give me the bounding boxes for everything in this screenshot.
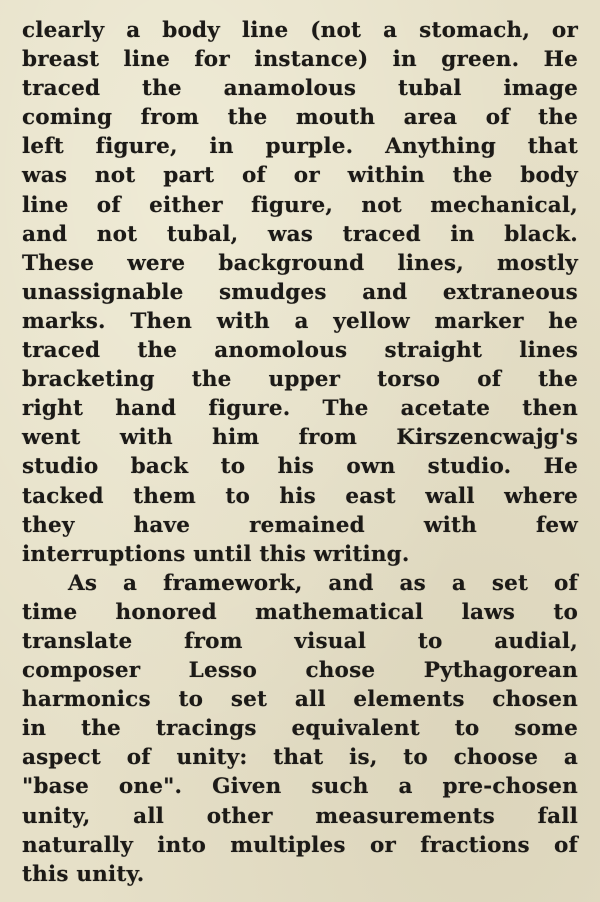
text-line: marks. Then with a yellow marker he <box>22 308 578 334</box>
text-line-last: interruptions until this writing. <box>22 541 410 567</box>
text-line: breast line for instance) in green. He <box>22 47 578 73</box>
text-line: naturally into multiples or fractions of <box>22 832 578 858</box>
text-line: and not tubal, was traced in black. <box>22 221 578 247</box>
paragraph-1 <box>22 16 578 569</box>
text-line: clearly a body line (not a stomach, or <box>22 18 578 43</box>
text-line: left figure, in purple. Anything that <box>22 134 578 160</box>
text-line: "base one". Given such a pre-chosen <box>22 774 578 800</box>
text-line: composer Lesso chose Pythagorean <box>22 658 578 684</box>
text-line-indented: As a framework, and as a set of <box>68 570 578 596</box>
text-line-last: this unity. <box>22 861 145 887</box>
article-column <box>22 16 578 889</box>
text-line: translate from visual to audial, <box>22 628 578 654</box>
text-line: went with him from Kirszencwajg's <box>22 425 578 451</box>
text-line: was not part of or within the body <box>22 163 578 189</box>
text-line: tacked them to his east wall where <box>22 483 578 509</box>
text-line: aspect of unity: that is, to choose a <box>22 745 578 771</box>
text-line: time honored mathematical laws to <box>22 599 578 625</box>
text-line: traced the anamolous tubal image <box>22 76 578 102</box>
text-line: in the tracings equivalent to some <box>22 716 578 742</box>
text-line: line of either figure, not mechanical, <box>22 192 578 218</box>
text-line: right hand figure. The acetate then <box>22 396 578 422</box>
text-line: traced the anomolous straight lines <box>22 338 578 364</box>
text-line: unity, all other measurements fall <box>22 803 578 829</box>
paragraph-2 <box>22 569 578 889</box>
text-line: unassignable smudges and extraneous <box>22 279 578 305</box>
text-line: studio back to his own studio. He <box>22 454 578 480</box>
text-line: they have remained with few <box>22 512 578 538</box>
text-line: These were background lines, mostly <box>22 250 578 276</box>
text-line: coming from the mouth area of the <box>22 105 578 131</box>
text-line: bracketing the upper torso of the <box>22 367 578 393</box>
text-line: harmonics to set all elements chosen <box>22 687 578 713</box>
